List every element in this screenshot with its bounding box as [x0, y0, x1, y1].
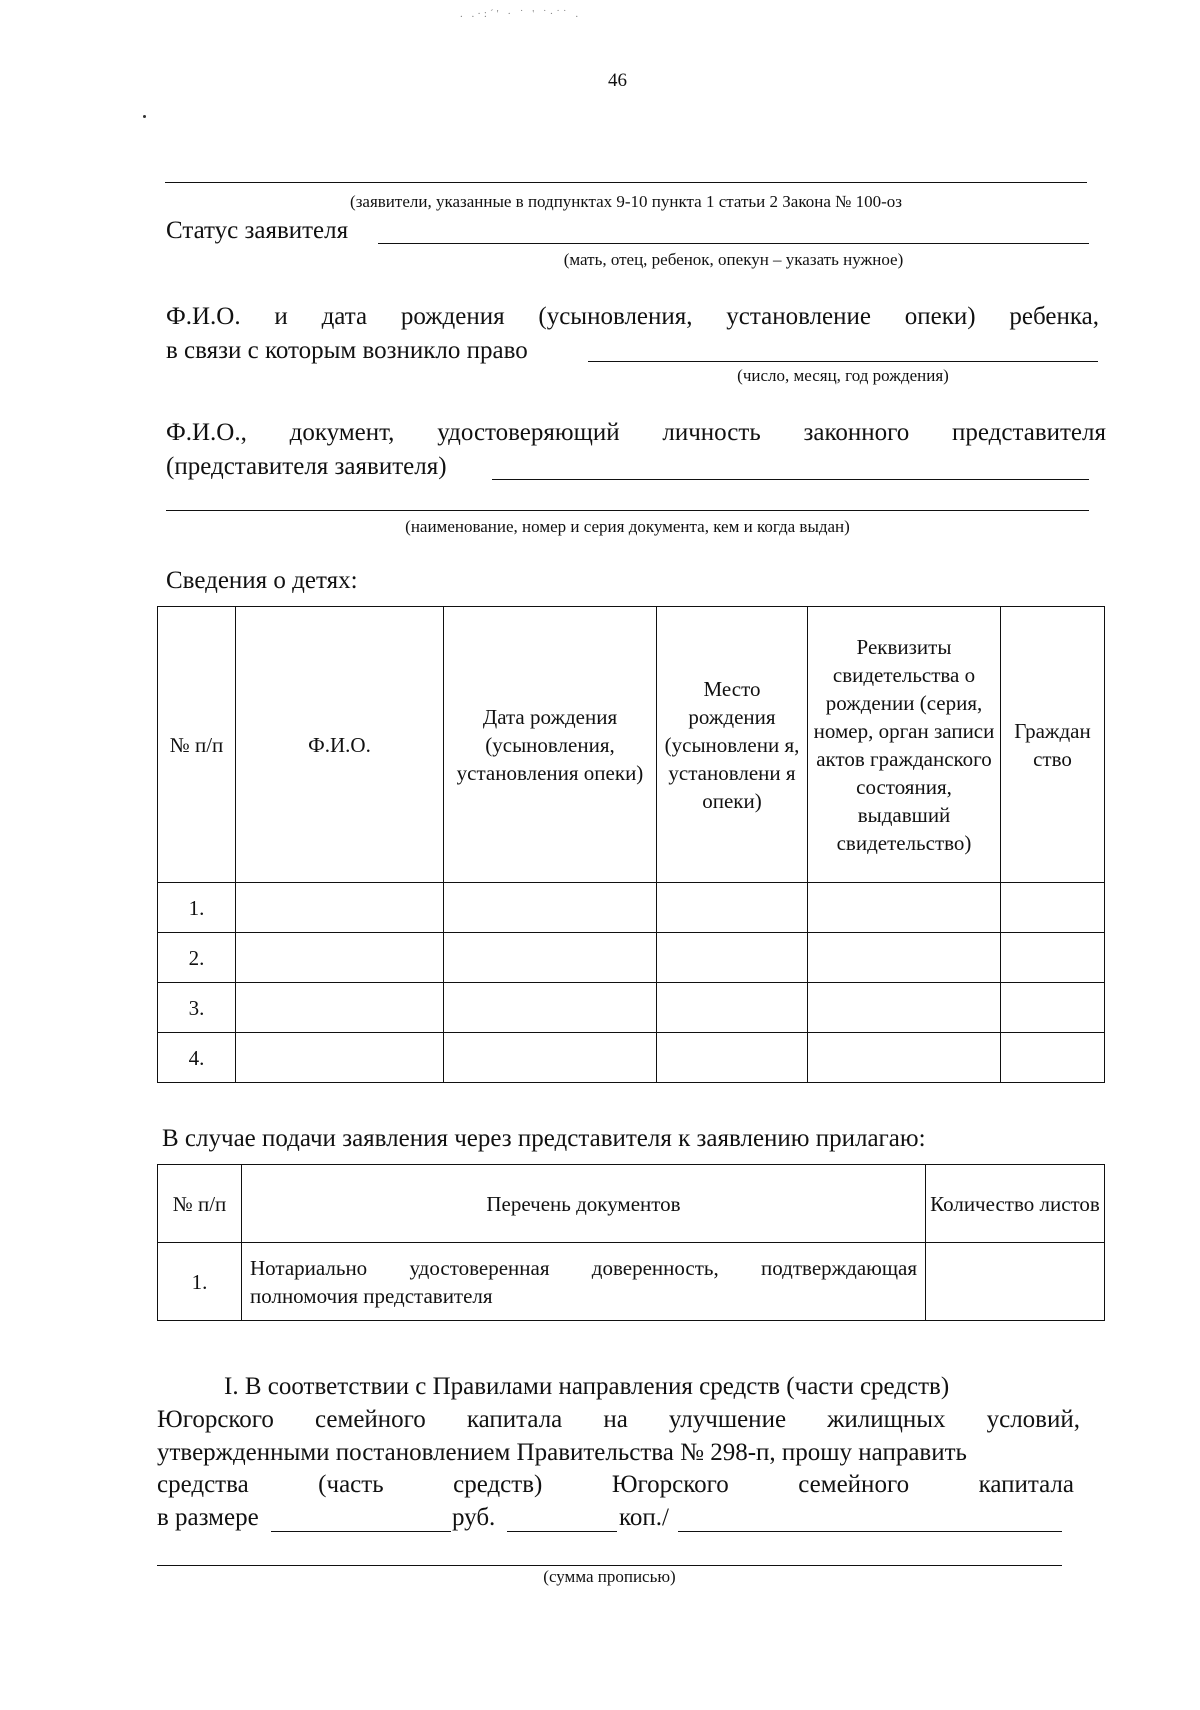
docs-table-title: В случае подачи заявления через представителя к заявлению прилагаю:: [162, 1125, 926, 1152]
cell-input[interactable]: [1001, 883, 1105, 933]
cell-input[interactable]: [444, 933, 657, 983]
row-num: 1.: [158, 883, 236, 933]
docs-list-header: Перечень документов: [242, 1165, 926, 1243]
cell-input[interactable]: [236, 933, 444, 983]
cell-input[interactable]: [657, 1033, 808, 1083]
sum-caption: (сумма прописью): [543, 1567, 676, 1586]
kop-input-line[interactable]: [507, 1531, 617, 1532]
col-num-header: № п/п: [158, 607, 236, 883]
cell-input[interactable]: [1001, 1033, 1105, 1083]
col-birthdate-header: Дата рождения (усыновления, установления опеки): [444, 607, 657, 883]
col-birthplace-header: Место рождения (усыновлени я, установлени я опеки): [657, 607, 808, 883]
rub-input-line[interactable]: [271, 1531, 451, 1532]
cell-input[interactable]: [808, 933, 1001, 983]
cell-input[interactable]: [444, 983, 657, 1033]
amount-label: в размере: [157, 1504, 259, 1531]
table-row: [158, 883, 1105, 933]
scan-dot: [143, 115, 146, 118]
docs-num-header: № п/п: [158, 1165, 242, 1243]
cell-input[interactable]: [444, 883, 657, 933]
child-caption: (число, месяц, год рождения): [737, 366, 949, 385]
col-certificate-header: Реквизиты свидетельства о рождении (серия, номер, орган записи актов гражданского состояния, выдавший свидетельство): [808, 607, 1001, 883]
status-label: Статус заявителя: [166, 217, 349, 244]
applicants-caption: (заявители, указанные в подпунктах 9-10 пункта 1 статьи 2 Закона № 100-оз: [350, 192, 902, 211]
cell-input[interactable]: [808, 1033, 1001, 1083]
docs-header-row: [158, 1165, 1105, 1243]
paragraph-line-3: утвержденными постановлением Правительства № 298-п, прошу направить: [157, 1439, 967, 1466]
cell-input[interactable]: [808, 883, 1001, 933]
table-row: [158, 1033, 1105, 1083]
kop-label: коп./: [619, 1504, 669, 1531]
children-header-row: [158, 607, 1105, 883]
cell-input[interactable]: [657, 933, 808, 983]
table-row: [158, 933, 1105, 983]
col-name-header: Ф.И.О.: [236, 607, 444, 883]
paragraph-line-2: Югорского семейного капитала на улучшение жилищных условий,: [157, 1406, 1080, 1433]
table-row: [158, 983, 1105, 1033]
status-caption: (мать, отец, ребенок, опекун – указать нужное): [563, 250, 904, 269]
row-num: 2.: [158, 933, 236, 983]
col-citizenship-header: Граждан ство: [1001, 607, 1105, 883]
children-table: [157, 606, 1105, 1083]
row-num: 4.: [158, 1033, 236, 1083]
paragraph-line-4: средства (часть средств) Югорского семейного капитала: [157, 1471, 1074, 1498]
docs-table: [157, 1164, 1105, 1321]
docs-row-num: 1.: [158, 1243, 242, 1321]
docs-count-header: Количество листов: [926, 1165, 1105, 1243]
child-input-line[interactable]: [588, 361, 1098, 362]
rep-input-line-2[interactable]: [166, 510, 1089, 511]
child-line-1: Ф.И.О. и дата рождения (усыновления, установление опеки) ребенка,: [166, 303, 1099, 330]
cell-input[interactable]: [657, 883, 808, 933]
cell-input[interactable]: [236, 983, 444, 1033]
cell-input[interactable]: [444, 1033, 657, 1083]
cell-input[interactable]: [657, 983, 808, 1033]
rep-caption: (наименование, номер и серия документа, кем и когда выдан): [405, 517, 850, 536]
rub-label: руб.: [452, 1504, 496, 1531]
child-line-2: в связи с которым возникло право: [166, 337, 528, 364]
cell-input[interactable]: [1001, 983, 1105, 1033]
table-row: [158, 1243, 1105, 1321]
docs-row-count[interactable]: [926, 1243, 1105, 1321]
scan-noise: . .·:´' · ˙ ' ˙·˙˙ .: [460, 8, 582, 20]
rep-input-line-1[interactable]: [492, 479, 1089, 480]
paragraph-line-1: I. В соответствии с Правилами направления средств (части средств): [224, 1373, 950, 1400]
cell-input[interactable]: [808, 983, 1001, 1033]
children-table-title: Сведения о детях:: [166, 567, 358, 594]
sum-input-line-1[interactable]: [678, 1531, 1062, 1532]
cell-input[interactable]: [1001, 933, 1105, 983]
docs-row-doc: Нотариально удостоверенная доверенность, подтверждающая полномочия представителя: [242, 1243, 926, 1321]
row-num: 3.: [158, 983, 236, 1033]
sum-input-line-2[interactable]: [157, 1565, 1062, 1566]
rep-line-2: (представителя заявителя): [166, 453, 447, 480]
applicants-line[interactable]: [165, 182, 1087, 183]
cell-input[interactable]: [236, 883, 444, 933]
rep-line-1: Ф.И.О., документ, удостоверяющий личность законного представителя: [166, 419, 1106, 446]
page-number: 46: [608, 70, 627, 91]
status-input-line[interactable]: [378, 243, 1089, 244]
cell-input[interactable]: [236, 1033, 444, 1083]
